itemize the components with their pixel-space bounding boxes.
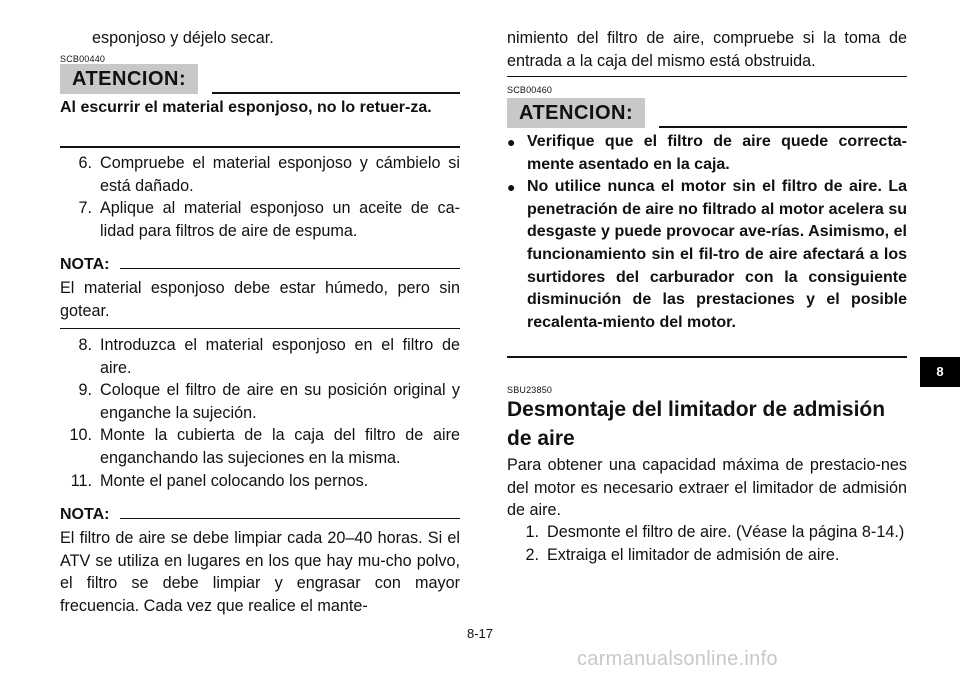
rule-1 <box>60 146 460 148</box>
steps-list-b <box>60 334 460 492</box>
nota-text-1: El material esponjoso debe estar húmedo, pero sin gotear. <box>60 279 460 320</box>
list-item: 9. Coloque el filtro de aire en su posición original y enganche la sujeción. <box>78 381 460 422</box>
atencion-label-1: ATENCION: <box>60 64 198 94</box>
left-top-text: esponjoso y déjelo secar. <box>92 29 274 47</box>
nota-rule-2 <box>120 518 460 519</box>
list-item: 7. Aplique al material esponjoso un aceite de ca-lidad para filtros de aire de espuma. <box>78 199 460 240</box>
nota-text-2: El filtro de aire se debe limpiar cada 20–40 horas. Si el ATV se utiliza en lugares en los que hay mu-cho polvo, el filtro se debe limpiar y engrasar con mayor frecuencia. Cada vez que realice el mante- <box>60 529 460 615</box>
rule-4 <box>507 356 907 358</box>
bullet-dot-icon: ● <box>507 134 516 150</box>
code-scb00460: SCB00460 <box>507 85 553 95</box>
code-sbu23850: SBU23850 <box>507 385 553 395</box>
bullet-item: ● Verifique que el filtro de aire quede correcta-mente asentado en la caja. <box>507 131 907 176</box>
bullet-dot-icon: ● <box>507 179 516 196</box>
chapter-tab: 8 <box>920 357 960 387</box>
list-item: 2. Extraiga el limitador de admisión de aire. <box>525 545 840 564</box>
bullet-item: ● No utilice nunca el motor sin el filtro de aire. La penetración de aire no filtrado al motor acelera su desgaste y puede provocar ave-rías. Asimismo, el funcionamiento sin el fil-tro de aire afectará a los surtidores del carburador con la consiguiente disminución de las prestaciones y el posible recalenta-miento del motor. <box>507 176 907 334</box>
list-item: 11. Monte el panel colocando los pernos. <box>70 471 369 490</box>
rule-2 <box>60 328 460 329</box>
section-heading: Desmontaje del limitador de admisión de aire <box>507 398 886 450</box>
atencion-bullets <box>507 131 907 334</box>
rule-3 <box>507 76 907 77</box>
nota-rule-1 <box>120 268 460 269</box>
atencion-text-1: Al escurrir el material esponjoso, no lo retuer-za. <box>60 99 432 116</box>
watermark: carmanualsonline.info <box>577 648 778 670</box>
atencion-rule-1 <box>212 92 460 94</box>
code-scb00440: SCB00440 <box>60 54 106 64</box>
page-number: 8-17 <box>466 626 494 641</box>
list-item: 10. Monte la cubierta de la caja del filtro de aire enganchando las sujeciones en la misma. <box>69 426 460 467</box>
list-item: 8. Introduzca el material esponjoso en el filtro de aire. <box>78 336 460 377</box>
steps-list-right <box>507 521 907 566</box>
atencion-label-2: ATENCION: <box>507 98 645 128</box>
list-item: 1. Desmonte el filtro de aire. (Véase la página 8-14.) <box>525 523 905 541</box>
right-top-text: nimiento del filtro de aire, compruebe si la toma de entrada a la caja del mismo está obstruida. <box>507 29 907 70</box>
nota-label-2: NOTA: <box>60 506 110 523</box>
atencion-box-2 <box>507 98 645 128</box>
list-item: 6. Compruebe el material esponjoso y cámbielo si está dañado. <box>78 154 460 195</box>
section-intro: Para obtener una capacidad máxima de prestacio-nes del motor es necesario extraer el limitador de admisión de aire. <box>507 456 907 520</box>
atencion-rule-2 <box>659 126 907 128</box>
nota-label-1: NOTA: <box>60 256 110 273</box>
steps-list-a <box>60 152 460 242</box>
atencion-box-1 <box>60 64 198 94</box>
